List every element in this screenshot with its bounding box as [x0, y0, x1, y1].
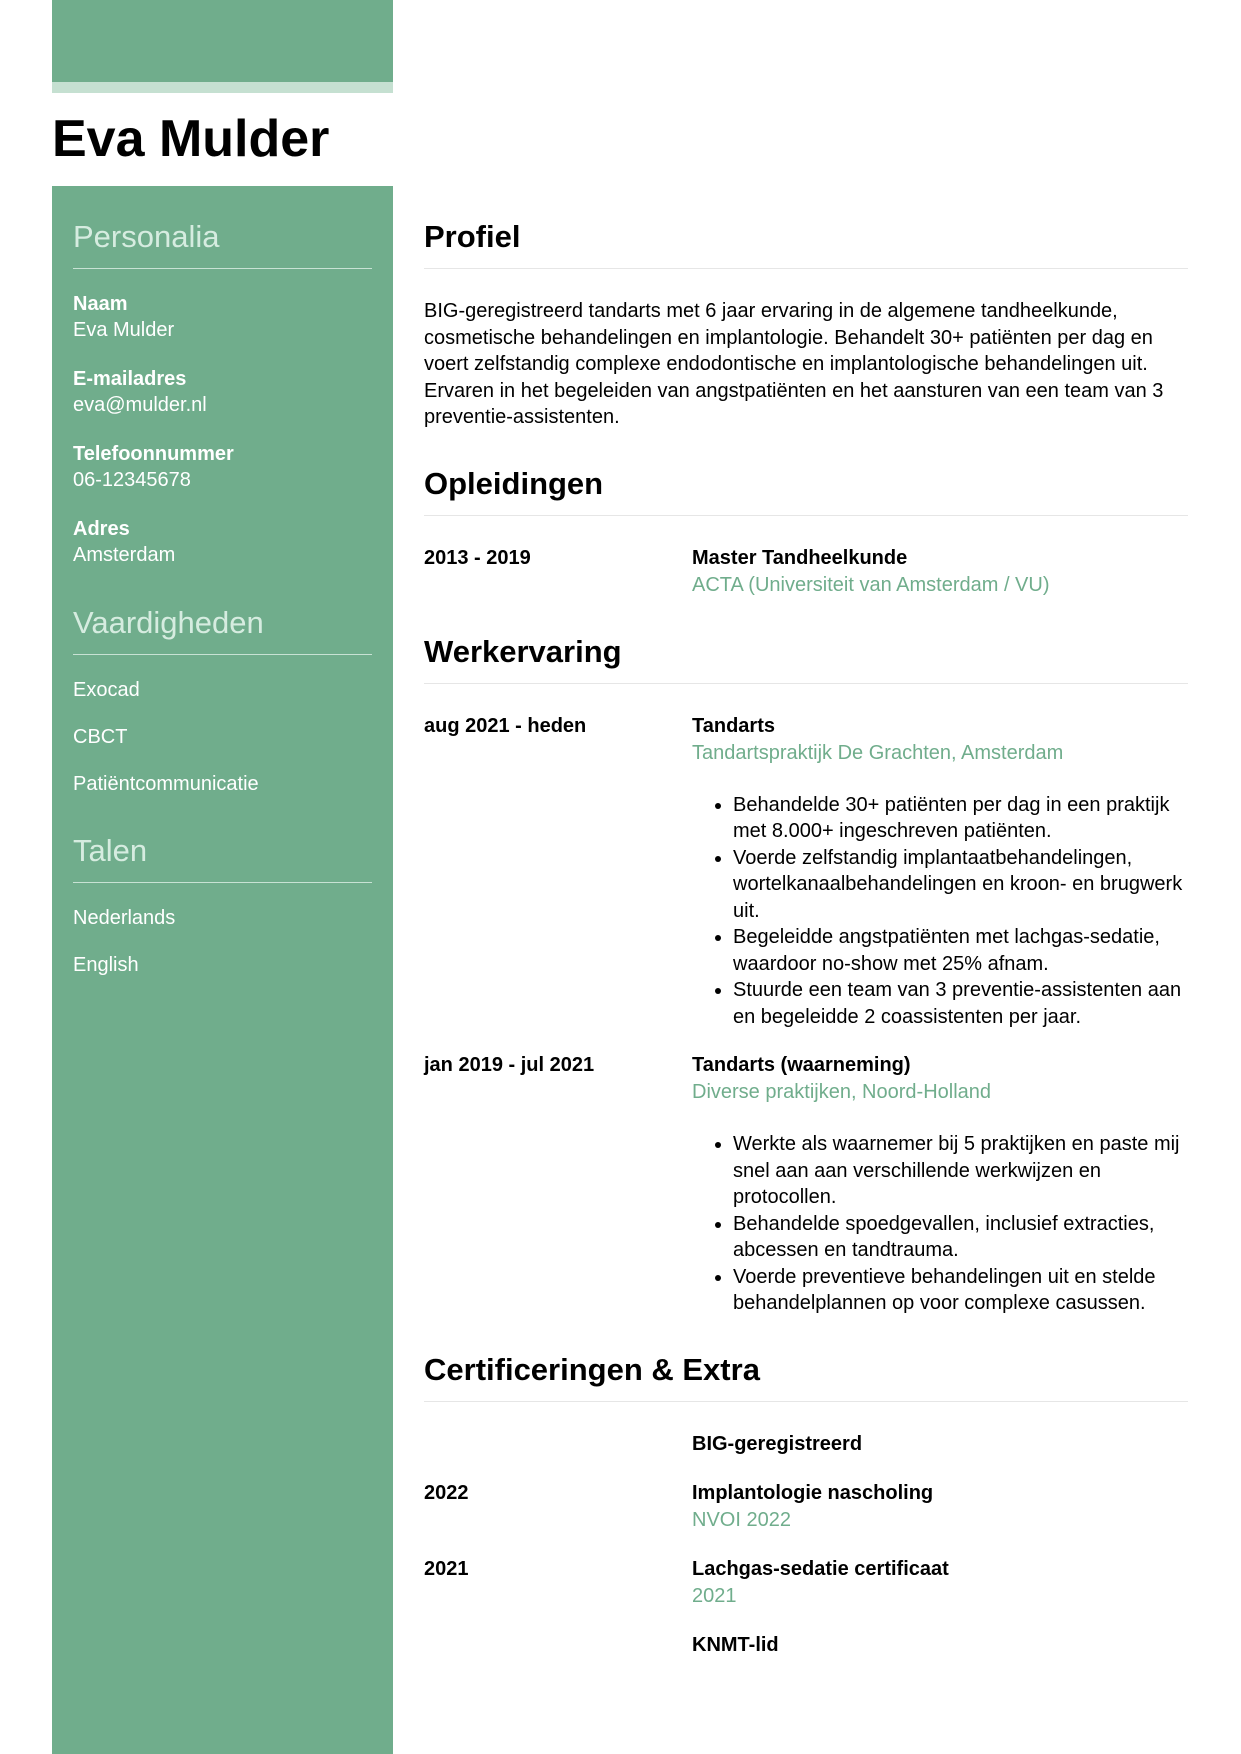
entry-body — [692, 545, 1188, 599]
entry-date: 2021 — [424, 1557, 469, 1580]
education-section — [424, 464, 1188, 599]
personal-list — [73, 291, 372, 569]
profile-heading: Profiel — [424, 217, 1188, 269]
entry-title: Tandarts (waarneming) — [692, 1054, 911, 1076]
entry-employer: Diverse praktijken, Noord-Holland — [692, 1081, 992, 1103]
entry-title: KNMT-lid — [692, 1633, 779, 1656]
personal-value: Amsterdam — [73, 544, 176, 566]
entry-title: Implantologie nascholing — [692, 1481, 934, 1504]
experience-section — [424, 632, 1188, 1317]
main-content — [424, 186, 1188, 1659]
bullet-list — [692, 792, 1188, 1031]
languages-heading: Talen — [73, 831, 372, 883]
entry-date: 2022 — [424, 1481, 469, 1504]
entry-body — [692, 1431, 1188, 1458]
language-item: English — [73, 954, 139, 976]
skills-list — [73, 677, 372, 797]
bullet-item: • Stuurde een team van 3 preventie-assistenten aan en begeleidde 2 coassistenten per jaar. — [733, 977, 1188, 1030]
entry-body — [692, 1480, 1188, 1534]
language-item: Nederlands — [73, 907, 176, 929]
entry-date: jan 2019 - jul 2021 — [424, 1054, 595, 1076]
bullet-item: • Behandelde 30+ patiënten per dag in een praktijk met 8.000+ ingeschreven patiënten. — [733, 792, 1188, 845]
skills-heading: Vaardigheden — [73, 603, 372, 655]
personal-heading: Personalia — [73, 217, 372, 269]
sidebar-accent-stripe — [52, 82, 393, 93]
experience-entry — [424, 713, 1188, 1031]
personal-item-name — [73, 291, 372, 344]
personal-item-email — [73, 366, 372, 419]
education-heading: Opleidingen — [424, 464, 1188, 516]
personal-value: eva@mulder.nl — [73, 394, 207, 416]
personal-label: Naam — [73, 293, 128, 315]
personal-label: Telefoonnummer — [73, 443, 234, 465]
certifications-section — [424, 1350, 1188, 1659]
bullet-item: • Voerde zelfstandig implantaatbehandelingen, wortelkanaalbehandelingen en kroon- en brugwerk uit. — [733, 845, 1188, 925]
entry-body — [692, 713, 1188, 1031]
certification-entry — [424, 1632, 1188, 1659]
bullet-item: • Begeleidde angstpatiënten met lachgas-sedatie, waardoor no-show met 25% afnam. — [733, 924, 1188, 977]
entry-issuer: NVOI 2022 — [692, 1508, 791, 1531]
entry-title: BIG-geregistreerd — [692, 1432, 863, 1455]
bullet-list — [692, 1131, 1188, 1317]
experience-entry — [424, 1052, 1188, 1317]
entry-body — [692, 1632, 1188, 1659]
entry-body — [692, 1052, 1188, 1317]
entry-date: 2013 - 2019 — [424, 546, 531, 569]
certification-entry — [424, 1431, 1188, 1458]
personal-item-phone — [73, 441, 372, 494]
education-entry — [424, 545, 1188, 599]
sidebar — [73, 186, 372, 999]
cv-name: Eva Mulder — [52, 110, 330, 168]
bullet-item: • Behandelde spoedgevallen, inclusief extracties, abcessen en tandtrauma. — [733, 1211, 1188, 1264]
entry-date: aug 2021 - heden — [424, 714, 587, 737]
bullet-item: • Voerde preventieve behandelingen uit en stelde behandelplannen op voor complexe casussen. — [733, 1264, 1188, 1317]
certification-entry — [424, 1480, 1188, 1534]
profile-section — [424, 217, 1188, 431]
entry-issuer: 2021 — [692, 1584, 737, 1607]
personal-value: 06-12345678 — [73, 469, 191, 491]
entry-title: Master Tandheelkunde — [692, 546, 908, 569]
entry-employer: Tandartspraktijk De Grachten, Amsterdam — [692, 741, 1064, 764]
bullet-item: • Werkte als waarnemer bij 5 praktijken en paste mij snel aan aan verschillende werkwijzen en protocollen. — [733, 1131, 1188, 1211]
personal-label: E-mailadres — [73, 368, 187, 390]
personal-item-address — [73, 516, 372, 569]
profile-text: BIG-geregistreerd tandarts met 6 jaar ervaring in de algemene tandheelkunde, cosmetische behandelingen en implantologie. Behandelt 30+ patiënten per dag en voert zelfstandig complexe endodontische en implantologische behandelingen uit. Ervaren in het begeleiden van angstpatiënten en het aansturen van een team van 3 preventie-assistenten. — [424, 300, 1164, 428]
skill-item: CBCT — [73, 726, 128, 748]
entry-title: Lachgas-sedatie certificaat — [692, 1557, 949, 1580]
entry-title: Tandarts — [692, 714, 775, 737]
certifications-heading: Certificeringen & Extra — [424, 1350, 1188, 1402]
entry-body — [692, 1556, 1188, 1610]
personal-value: Eva Mulder — [73, 319, 175, 341]
personal-label: Adres — [73, 518, 130, 540]
entry-institution: ACTA (Universiteit van Amsterdam / VU) — [692, 573, 1050, 596]
languages-list — [73, 905, 372, 978]
experience-heading: Werkervaring — [424, 632, 1188, 684]
skill-item: Patiëntcommunicatie — [73, 773, 259, 795]
entry-date — [424, 1632, 692, 1659]
certification-entry — [424, 1556, 1188, 1610]
skill-item: Exocad — [73, 679, 140, 701]
entry-date — [424, 1431, 692, 1458]
